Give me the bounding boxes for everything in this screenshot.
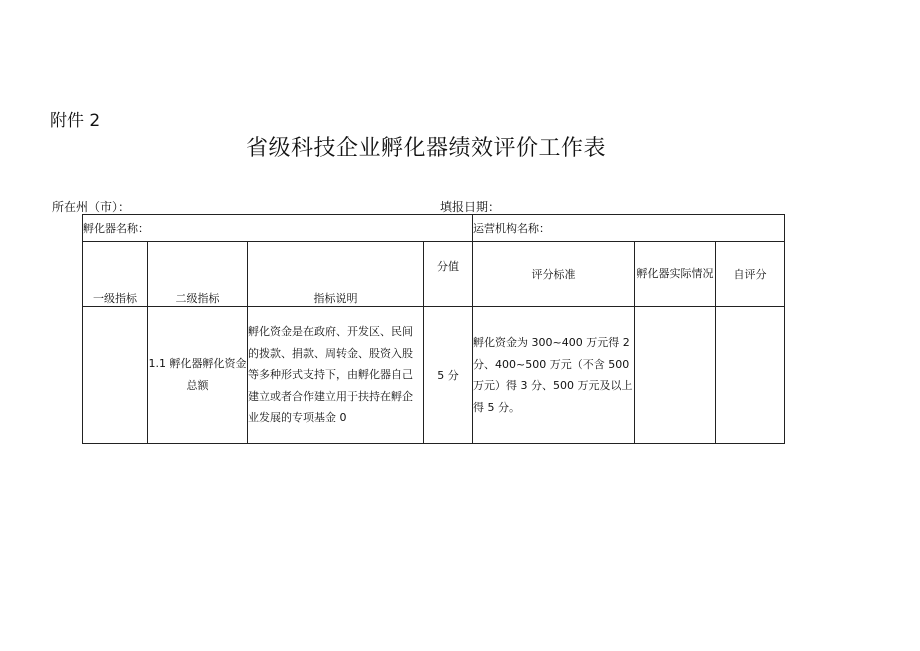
col-actual-header: 孵化器实际情况 bbox=[635, 242, 716, 307]
description-cell: 孵化资金是在政府、开发区、民间的拨款、捐款、周转金、股资入股等多种形式支持下，由孵化器自己建立或者合作建立用于扶持在孵企业发展的专项基金 0 bbox=[248, 307, 424, 444]
self-score-cell[interactable] bbox=[716, 307, 785, 444]
region-label: 所在州（市）： bbox=[52, 200, 131, 214]
attachment-label: 附件 2 bbox=[50, 111, 101, 131]
col-level1-header: 一级指标 bbox=[83, 242, 148, 307]
score-cell: 5 分 bbox=[424, 307, 473, 444]
col-description-header: 指标说明 bbox=[248, 242, 424, 307]
col-score-header: 分值 bbox=[424, 242, 473, 307]
fill-date-label: 填报日期： bbox=[440, 200, 501, 214]
evaluation-table bbox=[82, 214, 785, 444]
level1-cell bbox=[83, 307, 148, 444]
col-criteria-header: 评分标准 bbox=[473, 242, 635, 307]
header-row bbox=[83, 242, 785, 307]
name-row bbox=[83, 215, 785, 242]
table-row bbox=[83, 307, 785, 444]
actual-cell[interactable] bbox=[635, 307, 716, 444]
page-title: 省级科技企业孵化器绩效评价工作表 bbox=[245, 136, 606, 161]
incubator-name-field[interactable]: 孵化器名称： bbox=[83, 215, 473, 242]
operator-name-field[interactable]: 运营机构名称： bbox=[473, 215, 785, 242]
col-self-score-header: 自评分 bbox=[716, 242, 785, 307]
col-level2-header: 二级指标 bbox=[148, 242, 248, 307]
criteria-cell: 孵化资金为 300~400 万元得 2 分、400~500 万元（不含 500 万元）得 3 分、500 万元及以上得 5 分。 bbox=[473, 307, 635, 444]
level2-cell: 1.1 孵化器孵化资金总额 bbox=[148, 307, 248, 444]
